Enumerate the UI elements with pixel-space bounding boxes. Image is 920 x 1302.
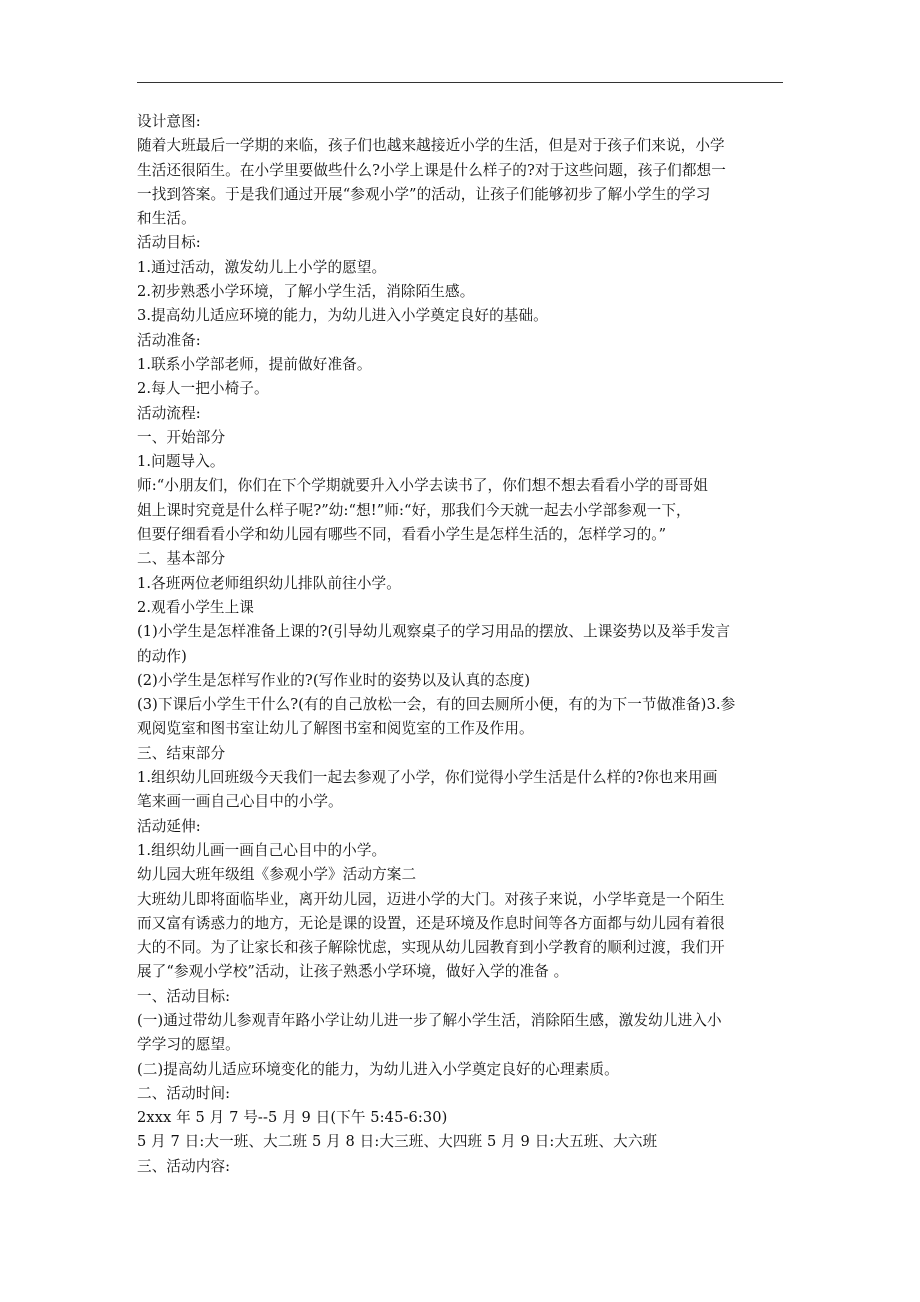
- text-line-16: 师:“小朋友们，你们在下个学期就要升入小学去读书了，你们想不想去看看小学的哥哥姐: [137, 477, 708, 495]
- document-body: [137, 110, 783, 1179]
- text-line-12: 2.每人一把小椅子。: [137, 380, 269, 398]
- text-line-34: 而又富有诱惑力的地方，无论是课的设置，还是环境及作息时间等各方面都与幼儿园有着很: [137, 914, 725, 932]
- text-line-18: 但要仔细看看小学和幼儿园有哪些不同，看看小学生是怎样生活的，怎样学习的。”: [137, 526, 667, 544]
- text-line-42: 2xxx 年 5 月 7 号--5 月 9 日(下午 5:45-6:30): [137, 1109, 448, 1127]
- text-line-3: 生活还很陌生。在小学里要做些什么?小学上课是什么样子的?对于这些问题，孩子们都想一: [137, 161, 726, 179]
- text-line-26: 观阅览室和图书室让幼儿了解图书室和阅览室的工作及作用。: [137, 720, 534, 738]
- header-rule: [137, 82, 783, 83]
- text-line-32: 幼儿园大班年级组《参观小学》活动方案二: [137, 866, 417, 884]
- text-line-2: 随着大班最后一学期的来临，孩子们也越来越接近小学的生活，但是对于孩子们来说，小学: [137, 137, 725, 155]
- text-line-27: 三、结束部分: [137, 744, 226, 762]
- text-line-22: (1)小学生是怎样准备上课的?(引导幼儿观察桌子的学习用品的摆放、上课姿势以及举手发言: [137, 623, 731, 641]
- text-line-35: 大的不同。为了让家长和孩子解除忧虑，实现从幼儿园教育到小学教育的顺利过渡，我们开: [137, 939, 725, 957]
- text-line-29: 笔来画一画自己心目中的小学。: [137, 793, 343, 811]
- text-line-41: 二、活动时间:: [137, 1084, 231, 1102]
- text-line-39: 学学习的愿望。: [137, 1036, 240, 1054]
- text-line-24: (2)小学生是怎样写作业的?(写作业时的姿势以及认真的态度): [137, 671, 531, 689]
- text-line-8: 2.初步熟悉小学环境，了解小学生活，消除陌生感。: [137, 283, 475, 301]
- text-line-30: 活动延伸:: [137, 817, 201, 835]
- text-line-10: 活动准备:: [137, 331, 201, 349]
- text-line-37: 一、活动目标:: [137, 987, 231, 1005]
- text-line-28: 1.组织幼儿回班级今天我们一起去参观了小学，你们觉得小学生活是什么样的?你也来用画: [137, 769, 718, 787]
- text-line-44: 三、活动内容:: [137, 1157, 231, 1175]
- text-line-7: 1.通过活动，激发幼儿上小学的愿望。: [137, 258, 387, 276]
- text-line-15: 1.问题导入。: [137, 453, 225, 471]
- text-line-13: 活动流程:: [137, 404, 201, 422]
- text-line-21: 2.观看小学生上课: [137, 598, 254, 616]
- text-line-31: 1.组织幼儿画一画自己心目中的小学。: [137, 841, 387, 859]
- text-line-20: 1.各班两位老师组织幼儿排队前往小学。: [137, 574, 401, 592]
- text-line-43: 5 月 7 日:大一班、大二班 5 月 8 日:大三班、大四班 5 月 9 日:大五班、大六班: [137, 1133, 658, 1151]
- text-line-6: 活动目标:: [137, 234, 201, 252]
- text-line-17: 姐上课时究竟是什么样子呢?”幼:“想!”师:“好，那我们今天就一起去小学部参观一下，: [137, 501, 691, 519]
- text-line-4: 一找到答案。于是我们通过开展“参观小学”的活动，让孩子们能够初步了解小学生的学习: [137, 185, 711, 203]
- text-line-1: 设计意图:: [137, 113, 201, 130]
- text-line-23: 的动作): [137, 647, 187, 665]
- text-line-11: 1.联系小学部老师，提前做好准备。: [137, 355, 372, 373]
- text-line-25: (3)下课后小学生干什么?(有的自己放松一会，有的回去厕所小便，有的为下一节做准备)3.参: [137, 696, 736, 714]
- text-line-5: 和生活。: [137, 210, 196, 228]
- text-line-36: 展了“参观小学校”活动，让孩子熟悉小学环境，做好入学的准备 。: [137, 963, 569, 981]
- text-line-38: (一)通过带幼儿参观青年路小学让幼儿进一步了解小学生活，消除陌生感，激发幼儿进入小: [137, 1011, 722, 1029]
- text-line-40: (二)提高幼儿适应环境变化的能力，为幼儿进入小学奠定良好的心理素质。: [137, 1060, 619, 1078]
- text-line-14: 一、开始部分: [137, 428, 226, 446]
- text-line-9: 3.提高幼儿适应环境的能力，为幼儿进入小学奠定良好的基础。: [137, 307, 548, 325]
- text-line-33: 大班幼儿即将面临毕业，离开幼儿园，迈进小学的大门。对孩子来说，小学毕竟是一个陌生: [137, 890, 725, 908]
- text-line-19: 二、基本部分: [137, 550, 226, 568]
